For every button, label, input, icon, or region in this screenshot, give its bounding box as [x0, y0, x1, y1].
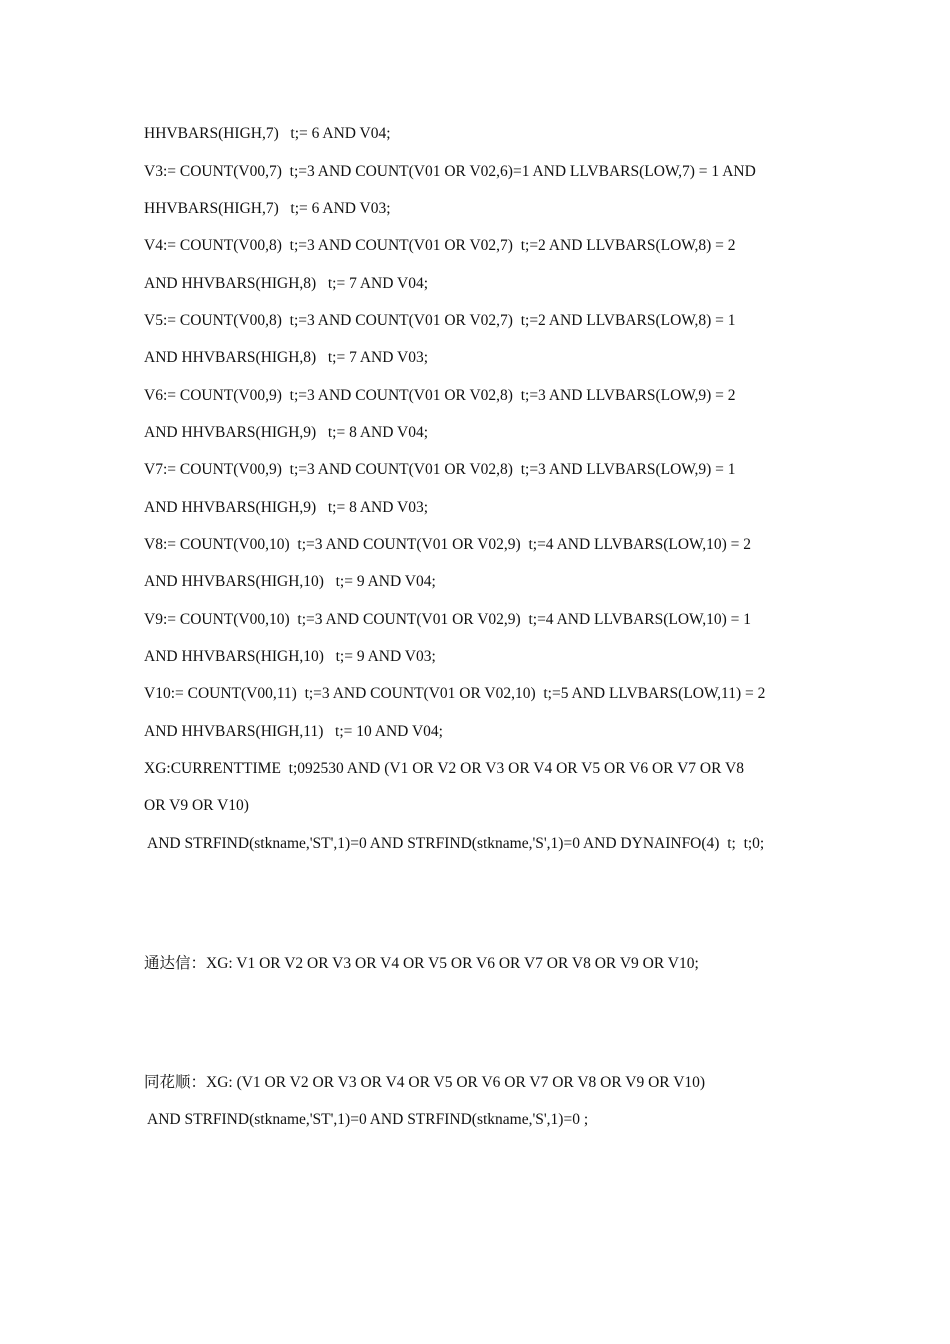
- code-line-1: HHVBARS(HIGH,7) t;= 6 AND V04;: [144, 125, 391, 142]
- code-line-12: V8:= COUNT(V00,10) t;=3 AND COUNT(V01 OR V02,9) t;=4 AND LLVBARS(LOW,10) = 2: [144, 536, 752, 553]
- code-line-2: V3:= COUNT(V00,7) t;=3 AND COUNT(V01 OR V02,6)=1 AND LLVBARS(LOW,7) = 1 AND: [144, 163, 756, 180]
- code-line-13: AND HHVBARS(HIGH,10) t;= 9 AND V04;: [144, 573, 436, 590]
- code-line-9: AND HHVBARS(HIGH,9) t;= 8 AND V04;: [144, 424, 429, 441]
- tonghuashun-formula-line: 同花顺：XG: (V1 OR V2 OR V3 OR V4 OR V5 OR V6 OR V7 OR V8 OR V9 OR V10): [144, 1074, 706, 1091]
- code-line-3: HHVBARS(HIGH,7) t;= 6 AND V03;: [144, 200, 391, 217]
- code-line-11: AND HHVBARS(HIGH,9) t;= 8 AND V03;: [144, 499, 429, 516]
- code-line-6: V5:= COUNT(V00,8) t;=3 AND COUNT(V01 OR V02,7) t;=2 AND LLVBARS(LOW,8) = 1: [144, 312, 736, 329]
- code-line-4: V4:= COUNT(V00,8) t;=3 AND COUNT(V01 OR V02,7) t;=2 AND LLVBARS(LOW,8) = 2: [144, 237, 736, 254]
- code-line-10: V7:= COUNT(V00,9) t;=3 AND COUNT(V01 OR V02,8) t;=3 AND LLVBARS(LOW,9) = 1: [144, 461, 736, 478]
- tongdaxin-formula-line: 通达信：XG: V1 OR V2 OR V3 OR V4 OR V5 OR V6 OR V7 OR V8 OR V9 OR V10;: [144, 955, 699, 972]
- code-line-16: V10:= COUNT(V00,11) t;=3 AND COUNT(V01 OR V02,10) t;=5 AND LLVBARS(LOW,11) = 2: [144, 685, 766, 702]
- code-line-14: V9:= COUNT(V00,10) t;=3 AND COUNT(V01 OR V02,9) t;=4 AND LLVBARS(LOW,10) = 1: [144, 611, 752, 628]
- code-line-8: V6:= COUNT(V00,9) t;=3 AND COUNT(V01 OR V02,8) t;=3 AND LLVBARS(LOW,9) = 2: [144, 387, 736, 404]
- code-line-19: OR V9 OR V10): [144, 797, 249, 814]
- code-line-7: AND HHVBARS(HIGH,8) t;= 7 AND V03;: [144, 349, 429, 366]
- code-line-18: XG:CURRENTTIME t;092530 AND (V1 OR V2 OR V3 OR V4 OR V5 OR V6 OR V7 OR V8: [144, 760, 744, 777]
- code-line-15: AND HHVBARS(HIGH,10) t;= 9 AND V03;: [144, 648, 436, 665]
- code-line-5: AND HHVBARS(HIGH,8) t;= 7 AND V04;: [144, 275, 429, 292]
- tonghuashun-formula-line-2: AND STRFIND(stkname,'ST',1)=0 AND STRFIND(stkname,'S',1)=0 ;: [144, 1111, 589, 1128]
- code-line-17: AND HHVBARS(HIGH,11) t;= 10 AND V04;: [144, 723, 443, 740]
- code-line-20: AND STRFIND(stkname,'ST',1)=0 AND STRFIND(stkname,'S',1)=0 AND DYNAINFO(4) t; t;0;: [144, 835, 765, 852]
